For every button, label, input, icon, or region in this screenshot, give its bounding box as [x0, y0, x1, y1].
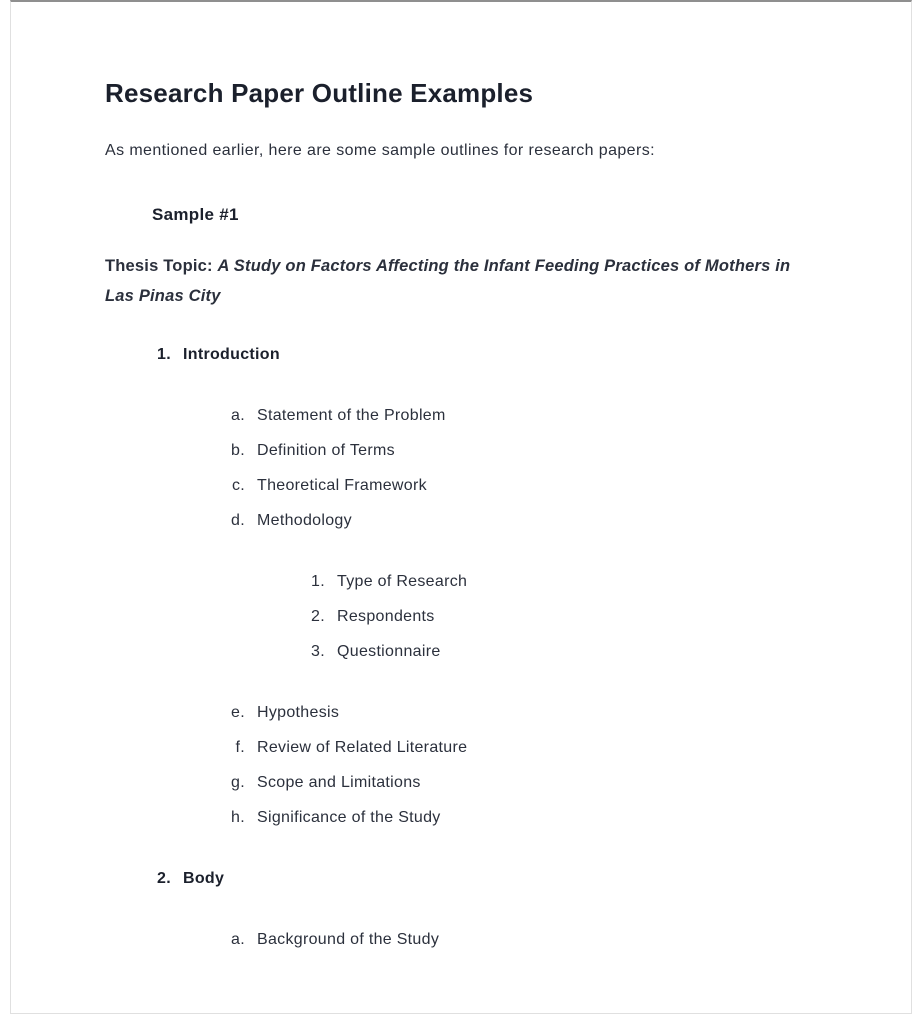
outline-item	[105, 433, 871, 468]
outline-item-label: Hypothesis	[257, 704, 340, 721]
outline-item-marker: a.	[231, 407, 245, 424]
outline-item-marker: 1.	[311, 573, 325, 590]
outline-item-marker: 3.	[311, 643, 325, 660]
outline-item-label: Questionnaire	[337, 643, 441, 660]
outline-list	[105, 337, 871, 1017]
thesis-topic	[105, 251, 871, 311]
outline-item	[105, 564, 871, 599]
outline-item	[105, 337, 871, 372]
outline-item	[105, 398, 871, 433]
outline-item-marker: d.	[231, 512, 245, 529]
outline-item	[105, 800, 871, 835]
outline-item	[105, 765, 871, 800]
thesis-title-line1: A Study on Factors Affecting the Infant Feeding Practices of Mothers in	[217, 257, 791, 275]
outline-item-marker: f.	[235, 739, 245, 756]
outline-item	[105, 861, 871, 896]
outline-item-marker: 1.	[157, 346, 171, 363]
outline-item-marker: h.	[231, 809, 245, 826]
outline-item-label: Respondents	[337, 608, 435, 625]
outline-item	[105, 922, 871, 957]
page-title: Research Paper Outline Examples	[105, 78, 534, 108]
outline-item	[105, 468, 871, 503]
outline-item	[105, 634, 871, 669]
outline-item-label: Introduction	[183, 346, 280, 363]
outline-item-marker: g.	[231, 774, 245, 791]
outline-item-label: Methodology	[257, 512, 352, 529]
outline-item-marker: e.	[231, 704, 245, 721]
outline-item-marker: 2.	[311, 608, 325, 625]
outline-item	[105, 730, 871, 765]
sample-heading: Sample #1	[152, 205, 239, 224]
outline-item	[105, 695, 871, 730]
outline-item	[105, 503, 871, 538]
outline-item-marker: a.	[231, 931, 245, 948]
outline-item	[105, 599, 871, 634]
outline-item-label: Review of Related Literature	[257, 739, 468, 756]
outline-item-label: Background of the Study	[257, 931, 440, 948]
outline-item-label: Type of Research	[337, 573, 468, 590]
outline-item-marker: b.	[231, 442, 245, 459]
outline-item-marker: 2.	[157, 870, 171, 887]
thesis-title-line2: Las Pinas City	[105, 287, 221, 305]
outline-item-label: Definition of Terms	[257, 442, 395, 459]
outline-item-label: Significance of the Study	[257, 809, 441, 826]
document-page	[10, 0, 912, 1014]
outline-item-label: Statement of the Problem	[257, 407, 446, 424]
outline-item-label: Theoretical Framework	[257, 477, 427, 494]
page-content	[11, 2, 911, 1017]
outline-item-label: Body	[183, 870, 225, 887]
outline-item-label: Scope and Limitations	[257, 774, 421, 791]
thesis-topic-label: Thesis Topic:	[105, 257, 218, 275]
intro-paragraph: As mentioned earlier, here are some sample outlines for research papers:	[105, 142, 655, 159]
outline-item-marker: c.	[231, 477, 245, 494]
